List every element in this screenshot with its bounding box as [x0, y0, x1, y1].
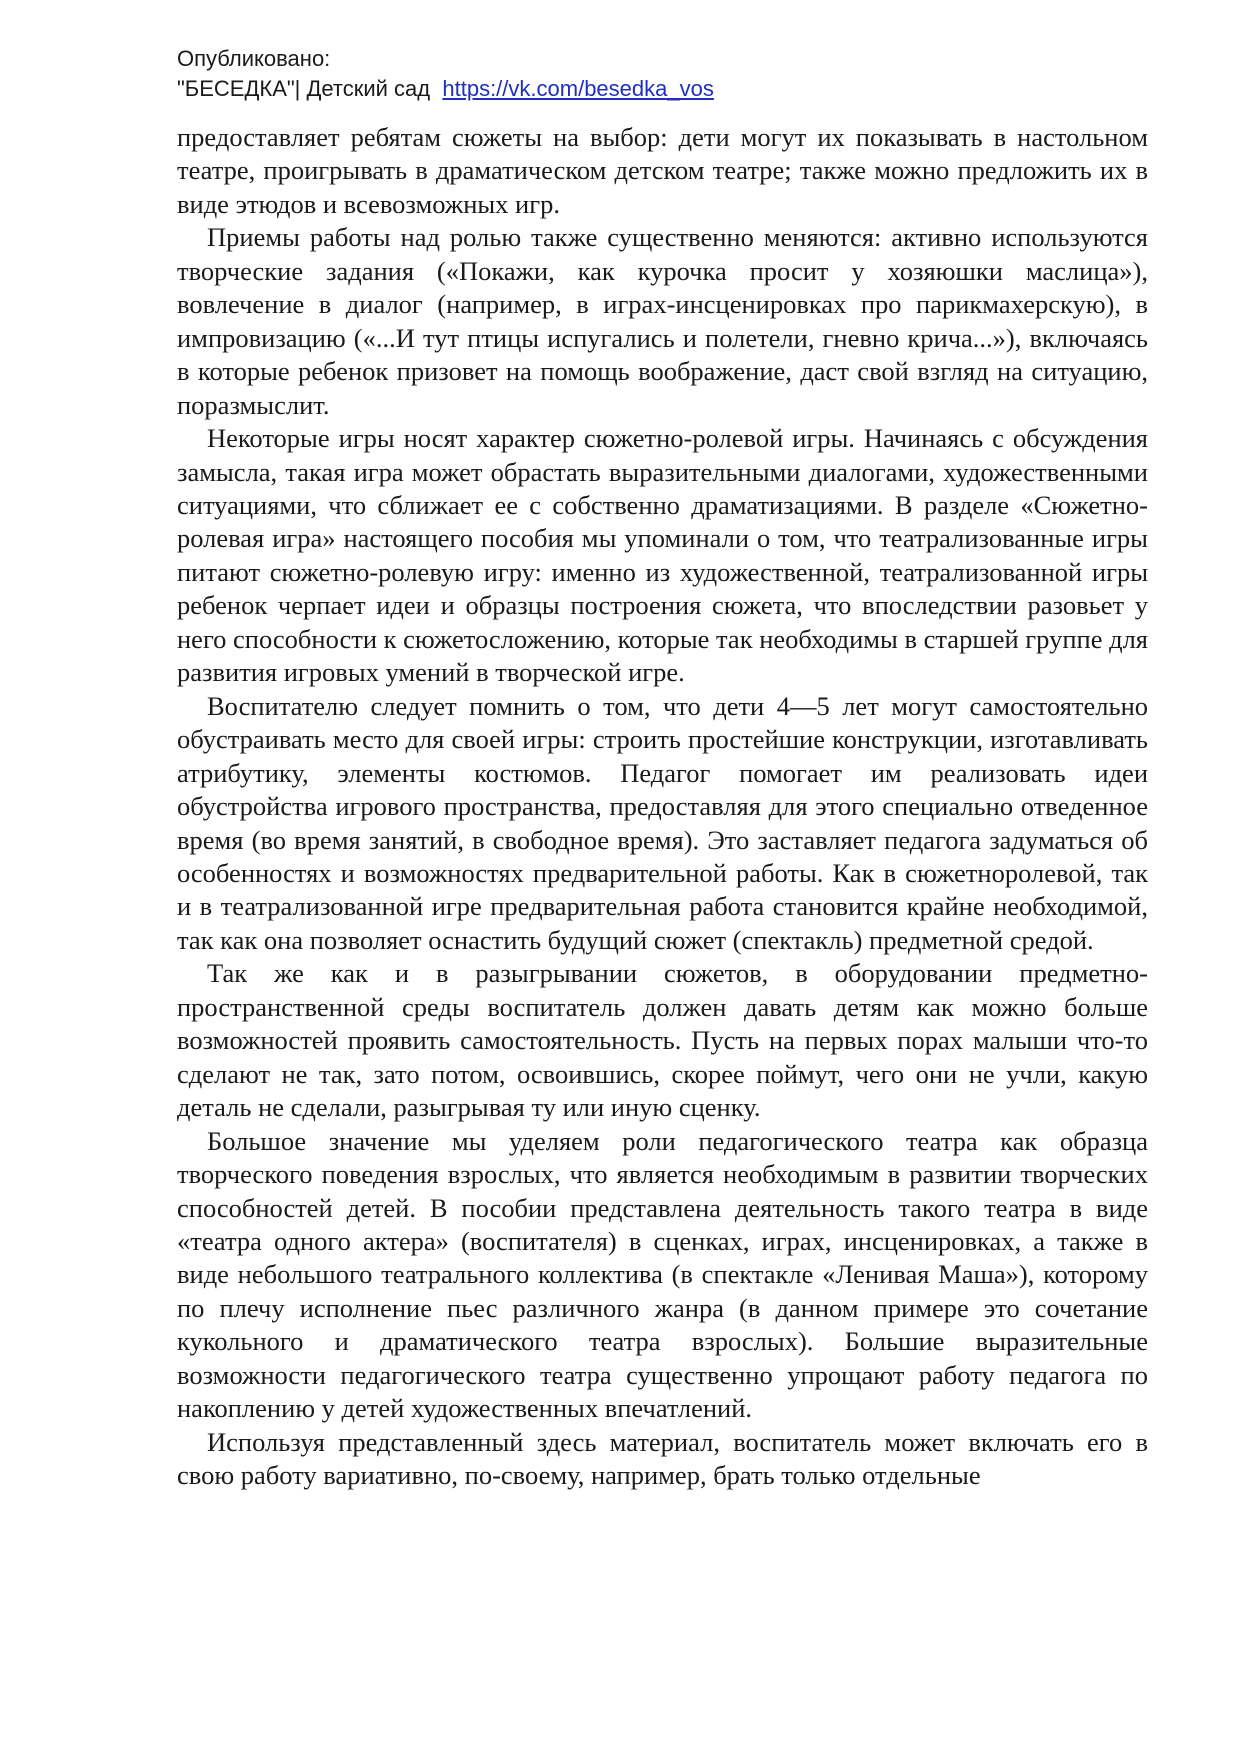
published-label: Опубликовано:	[177, 46, 331, 71]
site-name: "БЕСЕДКА"| Детский сад	[177, 76, 431, 101]
paragraph: Большое значение мы уделяем роли педагогического театра как образца творческого поведения взрослых, что является необходимым в развитии творческих способностей детей. В пособии представлена деятельность такого театра в виде «театра одного актера» (воспитателя) в сценках, играх, инсценировках, а также в виде небольшого театрального коллектива (в спектакле «Ленивая Маша»), которому по плечу исполнение пьес различного жанра (в данном примере это сочетание кукольного и драматического театра взрослых). Большие выразительные возможности педагогического театра существенно упрощают работу педагога по накоплению у детей художественных впечатлений.	[177, 1125, 1148, 1424]
document-body	[177, 121, 1148, 1493]
paragraph: Некоторые игры носят характер сюжетно-ролевой игры. Начинаясь с обсуждения замысла, такая игра может обрастать выразительными диалогами, художественными ситуациями, что сближает ее с собственно драматизациями. В разделе «Сюжетно-ролевая игра» настоящего пособия мы упоминали о том, что театрализованные игры питают сюжетно-ролевую игру: именно из художественной, театрализованной игры ребенок черпает идеи и образцы построения сюжета, что впоследствии разовьет у него способности к сюжетосложению, которые так необходимы в старшей группе для развития игровых умений в творческой игре.	[177, 423, 1148, 688]
paragraph: Приемы работы над ролью также существенно меняются: активно используются творческие задания («Покажи, как курочка просит у хозяюшки маслица»), вовлечение в диалог (например, в играх-инсценировках про парикмахерскую), в импровизацию («...И тут птицы испугались и полетели, гневно крича...»), включаясь в которые ребенок призовет на помощь воображение, даст свой взгляд на ситуацию, поразмыслит.	[177, 222, 1148, 420]
paragraph-continuation: предоставляет ребятам сюжеты на выбор: дети могут их показывать в настольном театре, проигрывать в драматическом детском театре; также можно предложить их в виде этюдов и всевозможных игр.	[177, 122, 1148, 219]
paragraph: Используя представленный здесь материал, воспитатель может включать его в свою работу вариативно, по-своему, например, брать только отдельные	[177, 1426, 1148, 1491]
source-line	[177, 74, 1077, 104]
paragraph: Так же как и в разыгрывании сюжетов, в оборудовании предметно-пространственной среды воспитатель должен давать детям как можно больше возможностей проявить самостоятельность. Пусть на первых порах малыши что-то сделают не так, зато потом, освоившись, скорее поймут, чего они не учли, какую деталь не сделали, разыгрывая ту или иную сценку.	[177, 958, 1148, 1123]
paragraph: Воспитателю следует помнить о том, что дети 4—5 лет могут самостоятельно обустраивать место для своей игры: строить простейшие конструкции, изготавливать атрибутику, элементы костюмов. Педагог помогает им реализовать идеи обустройства игрового пространства, предоставляя для этого специально отведенное время (во время занятий, в свободное время). Это заставляет педагога задуматься об особенностях и возможностях предварительной работы. Как в сюжетноролевой, так и в театрализованной игре предварительная работа становится крайне необходимой, так как она позволяет оснастить будущий сюжет (спектакль) предметной средой.	[177, 690, 1148, 955]
source-link[interactable]: https://vk.com/besedka_vos	[442, 76, 714, 101]
page-header	[177, 44, 1077, 104]
